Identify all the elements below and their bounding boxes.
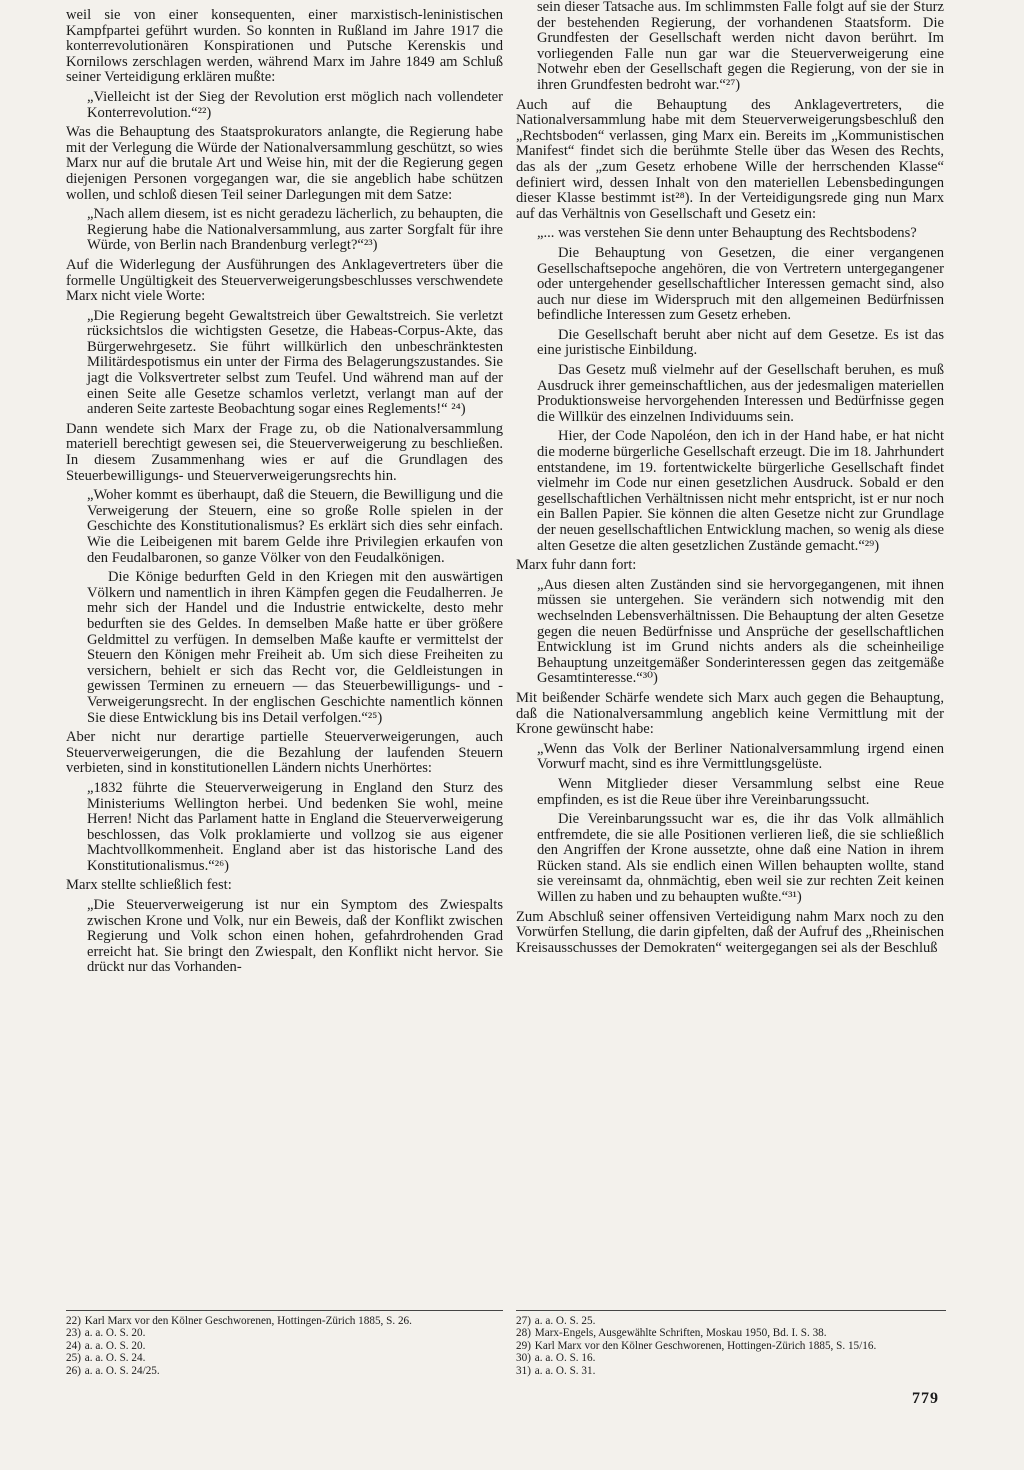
- footnote-text: a. a. O. S. 20.: [82, 1339, 146, 1352]
- body-paragraph: Dann wendete sich Marx der Frage zu, ob die Nationalversammlung materiell berechtigt gewesen sei, die Steuerverweigerung zu beschließen. In diesem Zusammenhang wies er auf die Grundlagen des Steuerbewilligungs- und Steuerverweigerungsrechts hin.: [66, 420, 503, 484]
- footnote: [516, 1340, 946, 1352]
- footnote: [516, 1327, 946, 1339]
- footnote: [66, 1340, 503, 1352]
- footnote-text: a. a. O. S. 24/25.: [82, 1364, 160, 1377]
- footnote: [66, 1352, 503, 1364]
- footnote-number: 29): [516, 1339, 531, 1352]
- footnote: [66, 1365, 503, 1377]
- quote-paragraph: „Aus diesen alten Zuständen sind sie hervorgegangenen, mit ihnen müssen sie untergehen. Sie verändern sich notwendig mit den wechselnden Lebensverhältnissen. Die Behauptung der alten Gesetze gegen die neuen Bedürfnisse und Ansprüche der gesellschaftlichen Entwicklung ist im Grund nichts anders als die scheinheilige Behauptung unzeitgemäßer Sonderinteressen gegen das zeitgemäße Gesamtinteresse.“³⁰): [537, 576, 944, 687]
- body-paragraph: Aber nicht nur derartige partielle Steuerverweigerungen, auch Steuerverweigerungen, die die Bezahlung der laufenden Steuern verbieten, sind in konstitutionellen Ländern nichts Unerhörtes:: [66, 729, 503, 777]
- footnote: [516, 1365, 946, 1377]
- footnote-text: a. a. O. S. 20.: [82, 1327, 146, 1340]
- quote-paragraph: sein dieser Tatsache aus. Im schlimmsten Falle folgt auf sie der Sturz der bestehenden Regierung, der vorhandenen Staatsform. Die Grundfesten der Gesellschaft werden nicht davon berührt. Im vorliegenden Falle nun gar war die Steuerverweigerung eine Notwehr eben der Gesellschaft gegen die Regierung, von der sie in ihren Grundfesten bedroht war.“²⁷): [537, 0, 944, 93]
- footnote-number: 22): [66, 1315, 81, 1327]
- left-column: [66, 8, 503, 980]
- body-paragraph: Zum Abschluß seiner offensiven Verteidigung nahm Marx noch zu den Vorwürfen Stellung, die darin gipfelten, daß der Aufruf des „Rheinischen Kreisausschusses der Demokraten“ weitergegangen sei als der Beschluß: [516, 908, 944, 956]
- right-column: [516, 0, 944, 960]
- body-paragraph: Mit beißender Schärfe wendete sich Marx auch gegen die Behauptung, daß die Nationalversammlung angeblich keine Vermittlung mit der Krone gewünscht habe:: [516, 689, 944, 738]
- footnote: [66, 1315, 503, 1327]
- footnote-number: 23): [66, 1327, 81, 1340]
- footnote: [516, 1315, 946, 1327]
- footnote: [66, 1327, 503, 1339]
- quote-paragraph: Die Vereinbarungssucht war es, die ihr das Volk allmählich entfremdete, die sie alle Positionen verlieren ließ, die sie schließlich den Angriffen der Krone aussetzte, ohne daß eine Nation in ihrem Rücken stand. Als sie endlich einen Willen behaupten wollte, stand sie vereinsamt da, ohnmächtig, eben weil sie zur rechten Zeit keinen Willen zu haben und zu behaupten wußte.“³¹): [537, 811, 944, 906]
- body-paragraph: Marx fuhr dann fort:: [516, 557, 637, 574]
- footnote-number: 24): [66, 1339, 81, 1352]
- body-paragraph: Was die Behauptung des Staatsprokurators anlangte, die Regierung habe mit der Verlegung die Würde der Nationalversammlung geschützt, so wies Marx nur auf die brutale Art und Weise hin, mit der die Regierung gegen diejenigen Personen vorgegangen war, die sie angeblich habe schützen wollen, und schloß diesen Teil seiner Darlegungen mit dem Satze:: [66, 124, 503, 203]
- body-paragraph: Marx stellte schließlich fest:: [66, 877, 232, 894]
- quote-paragraph: „Die Regierung begeht Gewaltstreich über Gewaltstreich. Sie verletzt rücksichtslos die wichtigsten Gesetze, die Habeas-Corpus-Akte, das Bürgerwehrgesetz. Sie führt willkürlich den unbeschränktesten Militärdespotismus ein unter der Firma des Belagerungszustandes. Sie jagt die Volksvertreter selbst zum Teufel. Und während man auf der einen Seite alle Gesetze schamlos verletzt, verlangt man auf der anderen Seite zarteste Beobachtung sogar eines Reglements!“ ²⁴): [87, 307, 503, 418]
- quote-paragraph: „... was verstehen Sie denn unter Behauptung des Rechtsbodens?: [537, 225, 917, 242]
- footnote-number: 27): [516, 1315, 531, 1327]
- footnote-text: a. a. O. S. 24.: [82, 1352, 146, 1365]
- quote-paragraph: „Wenn das Volk der Berliner Nationalversammlung irgend einen Vorwurf macht, sind es ihre Vermittlungsgelüste.: [537, 740, 944, 773]
- footnote-text: a. a. O. S. 31.: [532, 1364, 596, 1377]
- footnote-number: 28): [516, 1327, 531, 1340]
- quote-paragraph: „Die Steuerverweigerung ist nur ein Symptom des Zwiespalts zwischen Krone und Volk, nur ein Beweis, daß der Konflikt zwischen Regierung und Volk schon einen hohen, gefahrdrohenden Grad erreicht hat. Sie bringt den Zwiespalt, den Konflikt nicht hervor. Sie drückt nur das Vorhanden-: [87, 897, 503, 976]
- quote-paragraph: „1832 führte die Steuerverweigerung in England den Sturz des Ministeriums Wellington herbei. Und bedenken Sie wohl, meine Herren! Nicht das Parlament hatte in England die Steuerverweigerung beschlossen, das Volk proklamierte und vollzog sie aus eigener Machtvollkommenheit. England aber ist das historische Land des Konstitutionalismus.“²⁶): [87, 779, 503, 874]
- body-paragraph: weil sie von einer konsequenten, einer marxistisch-leninistischen Kampfpartei geführt wurden. So konnten in Rußland im Jahre 1917 die konterrevolutionären Konspirationen und Putsche Kerenskis und Kornilows zerschlagen werden, während Marx im Jahre 1849 am Schluß seiner Verteidigung erklären mußte:: [66, 7, 503, 86]
- footnote-number: 25): [66, 1352, 81, 1365]
- footnote-number: 26): [66, 1364, 81, 1377]
- footnote-number: 30): [516, 1352, 531, 1365]
- quote-paragraph: Die Könige bedurften Geld in den Kriegen mit den auswärtigen Völkern und namentlich in ihren Kämpfen gegen die Feudalherren. Je mehr sich der Handel und die Industrie entwickelte, desto mehr bedurften sie des Geldes. In demselben Maße hatte er über größere Geldmittel zu verfügen. In demselben Maße kaufte er vermittelst der Steuern den Königen mehr Freiheit ab. Um sich diese Freiheiten zu versichern, behielt er sich das Recht vor, die Geldleistungen in gewissen Terminen zu erneuern — das Steuerbewilligungs- und -Verweigerungsrecht. In der englischen Geschichte namentlich können Sie diese Entwicklung bis ins Detail verfolgen.“²⁵): [87, 569, 503, 726]
- quote-paragraph: Hier, der Code Napoléon, den ich in der Hand habe, er hat nicht die moderne bürgerliche Gesellschaft erzeugt. Die im 18. Jahrhundert entstandene, im 19. fortentwickelte bürgerliche Gesellschaft findet vielmehr im Code nur einen gesetzlichen Ausdruck. Sobald er den gesellschaftlichen Verhältnissen nicht mehr entspricht, ist er nur noch ein Ballen Papier. Sie können die alten Gesetze nicht zur Grundlage der neuen gesellschaftlichen Entwicklung machen, so wenig als diese alten Gesetze die alten gesetzlichen Zustände gemacht.“²⁹): [537, 428, 944, 554]
- quote-paragraph: „Vielleicht ist der Sieg der Revolution erst möglich nach vollendeter Konterrevolution.“²²): [87, 88, 503, 121]
- quote-paragraph: „Nach allem diesem, ist es nicht geradezu lächerlich, zu behaupten, die Regierung habe die Nationalversammlung, aus zarter Sorgfalt für ihre Würde, von Berlin nach Brandenburg verlegt?“²³): [87, 206, 503, 254]
- footnote-text: Karl Marx vor den Kölner Geschworenen, Hottingen-Zürich 1885, S. 26.: [82, 1315, 412, 1327]
- quote-paragraph: Die Behauptung von Gesetzen, die einer vergangenen Gesellschaftsepoche angehören, die von Vertretern untergegangener oder untergehender gesellschaftlicher Interessen gemacht sind, also auch nur diese im Widerspruch mit den allgemeinen Bedürfnissen befindliche Interessen zum Gesetz erheben.: [537, 244, 944, 324]
- page-number: 779: [912, 1390, 939, 1407]
- footnote-text: Karl Marx vor den Kölner Geschworenen, Hottingen-Zürich 1885, S. 15/16.: [532, 1339, 877, 1352]
- quote-paragraph: Das Gesetz muß vielmehr auf der Gesellschaft beruhen, es muß Ausdruck ihrer gemeinschaftlichen, aus der jedesmaligen materiellen Produktionsweise hervorgehenden Interessen und Bedürfnisse gegen die Willkür des einzelnen Individuums sein.: [537, 362, 944, 425]
- footnote-text: a. a. O. S. 16.: [532, 1352, 596, 1365]
- footnotes-right: [516, 1310, 946, 1377]
- quote-paragraph: Wenn Mitglieder dieser Versammlung selbst eine Reue empfinden, es ist die Reue über ihre Vereinbarungssucht.: [537, 775, 944, 808]
- quote-paragraph: „Woher kommt es überhaupt, daß die Steuern, die Bewilligung und die Verweigerung der Steuern, eine so große Rolle spielen in der Geschichte des Konstitutionalismus? Es erklärt sich dies sehr einfach. Wie die Leibeigenen mit barem Gelde ihre Privilegien erkaufen von den Feudalbaronen, so ganze Völker von den Feudalkönigen.: [87, 487, 503, 566]
- footnote-number: 31): [516, 1364, 531, 1377]
- footnote-text: a. a. O. S. 25.: [532, 1315, 596, 1327]
- body-paragraph: Auch auf die Behauptung des Anklagevertreters, die Nationalversammlung habe mit dem Steuerverweigerungsbeschluß den „Rechtsboden“ verlassen, ging Marx ein. Bereits im „Kommunistischen Manifest“ findet sich die berühmte Stelle über das Wesen des Rechts, das als der „zum Gesetz erhobene Wille der herrschenden Klasse“ definiert wird, dessen Inhalt von den materiellen Lebensbedingungen dieser Klasse bestimmt ist²⁸). In der Verteidigungsrede ging nun Marx auf das Verhältnis von Gesellschaft und Gesetz ein:: [516, 96, 944, 222]
- footnote: [516, 1352, 946, 1364]
- footnotes-left: [66, 1310, 503, 1377]
- quote-paragraph: Die Gesellschaft beruht aber nicht auf dem Gesetze. Es ist das eine juristische Einbildung.: [537, 326, 944, 359]
- footnote-text: Marx-Engels, Ausgewählte Schriften, Moskau 1950, Bd. I. S. 38.: [532, 1327, 827, 1340]
- body-paragraph: Auf die Widerlegung der Ausführungen des Anklagevertreters über die formelle Ungültigkeit des Steuerverweigerungsbeschlusses verschwendete Marx nicht viele Worte:: [66, 256, 503, 305]
